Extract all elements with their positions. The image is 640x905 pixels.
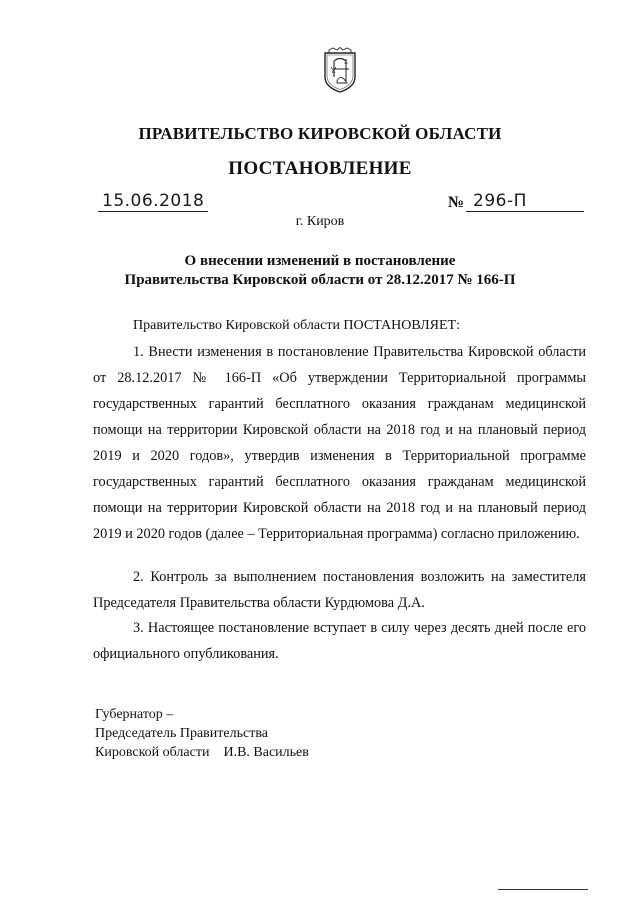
city-name: г. Киров <box>295 214 345 229</box>
signature-line-3: Кировской области И.В. Васильев <box>95 745 309 760</box>
paragraph-3: 3. Настоящее постановление вступает в силу через десять дней после его официального опубликования. <box>93 620 586 662</box>
signature-block <box>95 705 309 762</box>
document-date: 15.06.2018 <box>102 191 205 211</box>
footer-rule <box>498 889 588 890</box>
subject-line-2: Правительства Кировской области от 28.12.2017 № 166-П <box>124 272 516 288</box>
document-subject <box>0 252 640 290</box>
government-title: ПРАВИТЕЛЬСТВО КИРОВСКОЙ ОБЛАСТИ <box>138 124 502 143</box>
signature-line-1: Губернатор – <box>95 707 174 722</box>
subject-line-1: О внесении изменений в постановление <box>184 253 456 269</box>
number-underline <box>466 211 584 212</box>
date-underline <box>98 211 208 212</box>
preamble: Правительство Кировской области ПОСТАНОВЛЯЕТ: <box>133 318 460 333</box>
paragraph-1: 1. Внести изменения в постановление Правительства Кировской области от 28.12.2017 № 166-П «Об утверждении Территориальной программы государственных гарантий бесплатного оказания гражданам медицинской помощи на территории Кировской области на 2018 год и на плановый период 2019 и 2020 годов», утвердив изменения в Территориальной программе государственных гарантий бесплатного оказания гражданам медицинской помощи на территории Кировской области на 2018 год и на плановый период 2019 и 2020 годов (далее – Территориальная программа) согласно приложению. <box>93 344 586 542</box>
document-type: ПОСТАНОВЛЕНИЕ <box>228 158 412 179</box>
paragraph-2: 2. Контроль за выполнением постановления возложить на заместителя Председателя Правительства области Курдюмова Д.А. <box>93 569 586 611</box>
coat-of-arms-emblem <box>323 47 357 93</box>
signature-line-2: Председатель Правительства <box>95 726 268 741</box>
number-sign: № <box>448 194 465 211</box>
document-number: 296-П <box>473 191 527 211</box>
